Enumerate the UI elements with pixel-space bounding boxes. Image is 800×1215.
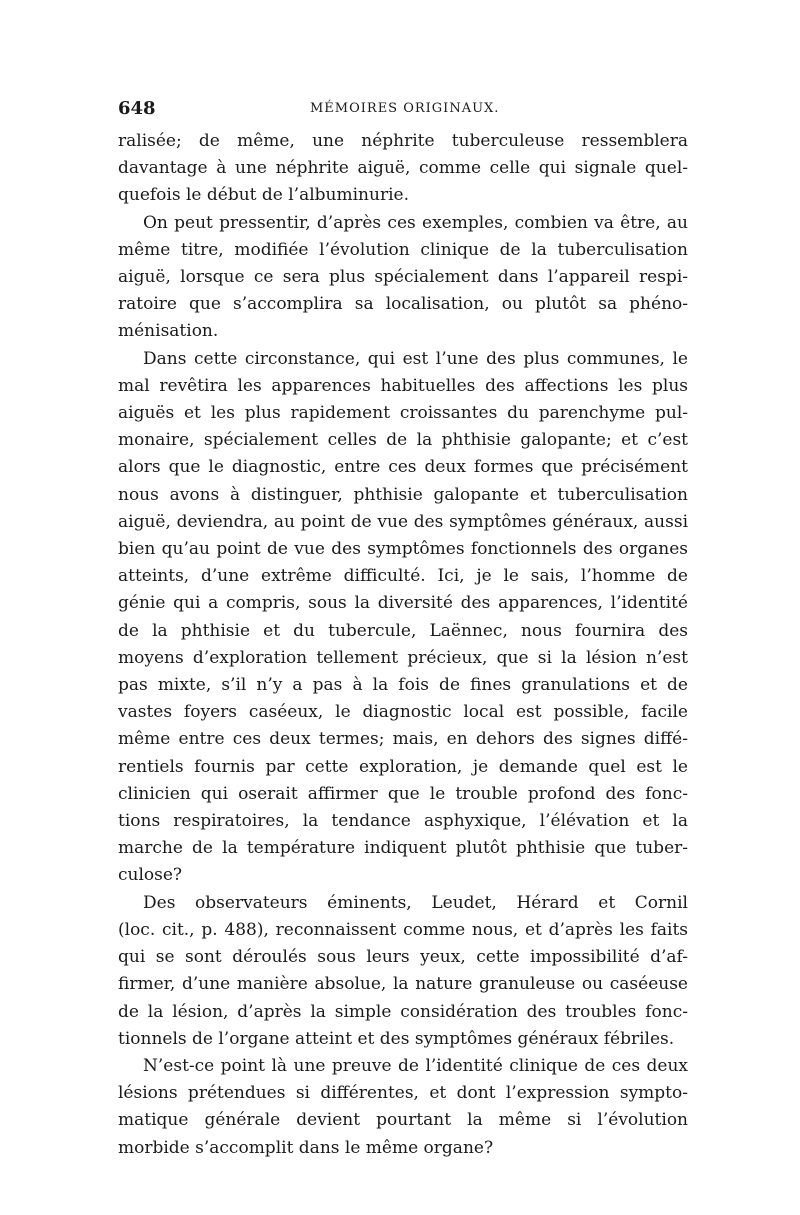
text-line: matique générale devient pourtant la même si l’évolution (118, 1110, 688, 1131)
text-line: de la lésion, d’après la simple considération des troubles fonc- (118, 1001, 688, 1022)
text-line: alors que le diagnostic, entre ces deux formes que précisément (118, 457, 688, 478)
text-line: aiguës et les plus rapidement croissantes du parenchyme pul- (118, 403, 688, 424)
paragraph-2 (118, 210, 688, 346)
text-line: marche de la température indiquent plutôt phthisie que tuber- (118, 838, 688, 859)
text-line: nous avons à distinguer, phthisie galopante et tuberculisation (118, 484, 688, 505)
text-line: monaire, spécialement celles de la phthisie galopante; et c’est (118, 430, 688, 451)
text-line: aiguë, lorsque ce sera plus spécialement dans l’appareil respi- (118, 267, 688, 288)
text-line: ratoire que s’accomplira sa localisation, ou plutôt sa phéno- (118, 294, 688, 315)
page-header (118, 98, 686, 124)
text-line: aiguë, deviendra, au point de vue des symptômes généraux, aussi (118, 511, 688, 532)
text-line: tions respiratoires, la tendance asphyxique, l’élévation et la (118, 811, 688, 832)
text-line: même entre ces deux termes; mais, en dehors des signes diffé- (118, 729, 688, 750)
text-line: mal revêtira les apparences habituelles des affections les plus (118, 375, 688, 396)
text-line: moyens d’exploration tellement précieux, que si la lésion n’est (118, 647, 688, 668)
text-line: quefois le début de l’albuminurie. (118, 185, 409, 206)
text-line: rentiels fournis par cette exploration, je demande quel est le (118, 756, 688, 777)
text-line: davantage à une néphrite aiguë, comme celle qui signale quel- (118, 158, 688, 179)
text-line: Dans cette circonstance, qui est l’une des plus communes, le (143, 348, 688, 369)
text-line: clinicien qui oserait affirmer que le trouble profond des fonc- (118, 783, 688, 804)
text-line: de la phthisie et du tubercule, Laënnec, nous fournira des (118, 620, 688, 641)
text-line: N’est-ce point là une preuve de l’identité clinique de ces deux (143, 1055, 688, 1076)
text-line: On peut pressentir, d’après ces exemples, combien va être, au (143, 212, 688, 233)
paragraph-1 (118, 128, 688, 210)
page-number: 648 (118, 98, 156, 119)
text-line: ménisation. (118, 321, 219, 342)
text-line: tionnels de l’organe atteint et des symptômes généraux fébriles. (118, 1028, 675, 1049)
text-line: ralisée; de même, une néphrite tuberculeuse ressemblera (118, 131, 688, 151)
text-line: Des observateurs éminents, Leudet, Hérard et Cornil (143, 892, 688, 913)
text-line: qui se sont déroulés sous leurs yeux, cette impossibilité d’af- (118, 947, 688, 968)
text-line: firmer, d’une manière absolue, la nature granuleuse ou caséeuse (118, 974, 688, 995)
text-line: même titre, modifiée l’évolution clinique de la tuberculisation (118, 239, 688, 260)
text-line: (loc. cit., p. 488), reconnaissent comme nous, et d’après les faits (118, 919, 688, 940)
paragraph-4 (118, 890, 688, 1053)
text-line: atteints, d’une extrême difficulté. Ici, je le sais, l’homme de (118, 566, 688, 587)
text-line: morbide s’accomplit dans le même organe? (118, 1137, 494, 1158)
text-line: bien qu’au point de vue des symptômes fonctionnels des organes (118, 539, 688, 560)
text-line: culose? (118, 865, 183, 886)
text-line: génie qui a compris, sous la diversité des apparences, l’identité (118, 593, 688, 614)
running-head: MÉMOIRES ORIGINAUX. (310, 101, 500, 116)
paragraph-3 (118, 346, 688, 890)
paragraph-5 (118, 1053, 688, 1162)
text-line: vastes foyers caséeux, le diagnostic local est possible, facile (118, 702, 688, 723)
text-line: pas mixte, s’il n’y a pas à la fois de fines granulations et de (118, 675, 688, 696)
text-line: lésions prétendues si différentes, et dont l’expression sympto- (118, 1083, 688, 1104)
body-text (118, 128, 688, 1162)
